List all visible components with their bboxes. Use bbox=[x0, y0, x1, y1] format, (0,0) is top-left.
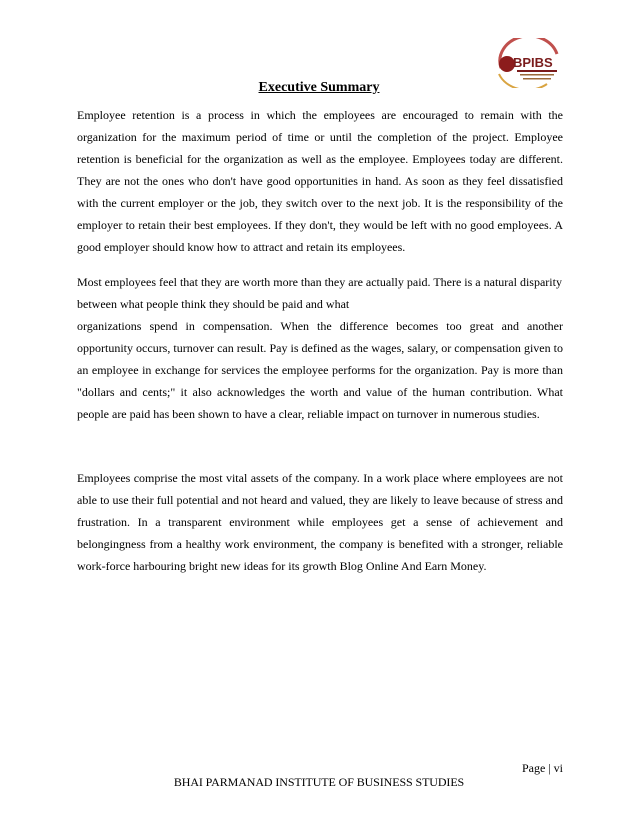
svg-text:BPIBS: BPIBS bbox=[513, 55, 553, 70]
paragraph-2-part-2: organizations spend in compensation. When the difference becomes too great and another opportunity occurs, turnover can result. Pay is defined as the wages, salary, or compensation given to an employee in exchange for services the employee performs for the organization. Pay is more than "dollars and cents;" it also acknowledges the worth and value of the human contribution. What people are paid has been shown to have a clear, reliable impact on turnover in numerous studies. bbox=[77, 319, 563, 421]
page-title: Executive Summary bbox=[258, 80, 380, 95]
page-number: Page | vi bbox=[521, 761, 563, 775]
footer-institute-name: BHAI PARMANAD INSTITUTE OF BUSINESS STUDIES bbox=[173, 775, 465, 789]
paragraph-3: Employees comprise the most vital assets of the company. In a work place where employees are not able to use their full potential and not heard and valued, they are likely to leave because of stress and frustration. In a transparent environment while employees get a sense of achievement and belongingness from a healthy work environment, the company is benefited with a stronger, reliable work-force harbouring bright new ideas for its growth Blog Online And Earn Money. bbox=[77, 471, 563, 573]
paragraph-1: Employee retention is a process in which the employees are encouraged to remain with the organization for the maximum period of time or until the completion of the project. Employee retention is beneficial for the organization as well as the employee. Employees today are different. They are not the ones who don't have good opportunities in hand. As soon as they feel dissatisfied with the current employer or the job, they switch over to the next job. It is the responsibility of the employer to retain their best employees. If they don't, they would be left with no good employees. A good employer should know how to attract and retain its employees. bbox=[77, 108, 563, 254]
paragraph-2 bbox=[77, 271, 563, 425]
paragraph-2-part-1: Most employees feel that they are worth more than they are actually paid. There is a natural disparity between what people think they should be paid and what bbox=[77, 275, 562, 311]
